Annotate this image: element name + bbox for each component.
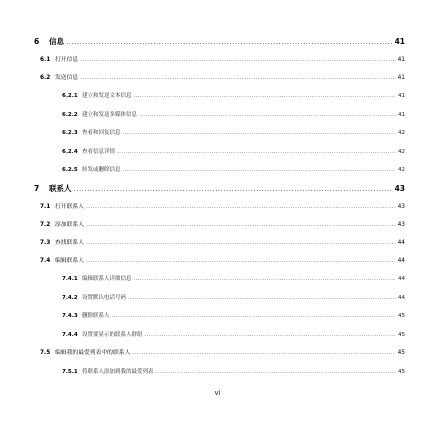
toc-entry-page: 44 — [397, 258, 405, 264]
toc-entry-title: 发送信息 — [55, 75, 79, 81]
toc-entry-title: 将联系人添加到我的最爱列表 — [82, 369, 154, 375]
toc-entry-number: 7.3 — [40, 240, 51, 246]
toc-entry[interactable] — [0, 127, 435, 139]
toc-leader-dots — [145, 329, 396, 341]
toc-entry-title: 转发或删除信息 — [82, 167, 121, 173]
toc-entry-number: 6.2.3 — [62, 130, 78, 136]
toc-entry-number: 7.4 — [40, 258, 51, 264]
toc-entry[interactable] — [0, 72, 435, 84]
toc-entry-title: 联系人 — [49, 184, 72, 193]
toc-entry[interactable] — [0, 183, 435, 195]
toc-leader-dots — [123, 127, 396, 139]
toc-entry[interactable] — [0, 219, 435, 231]
toc-leader-dots — [66, 36, 393, 48]
toc-entry-number: 6.2.5 — [62, 167, 78, 173]
toc-entry-page: 42 — [398, 130, 405, 136]
toc-entry[interactable] — [0, 146, 435, 158]
toc-entry-title: 添加联系人 — [55, 222, 84, 228]
toc-entry[interactable] — [0, 237, 435, 249]
toc-entry-title: 编辑联系人 — [55, 258, 84, 264]
toc-entry-title: 打开联系人 — [55, 204, 84, 210]
toc-leader-dots — [128, 292, 396, 304]
toc-entry-number: 6.2.1 — [62, 93, 78, 99]
toc-entry[interactable] — [0, 164, 435, 176]
toc-entry-title: 设置要显示的联系人群组 — [82, 332, 143, 338]
toc-leader-dots — [86, 237, 396, 249]
toc-leader-dots — [80, 72, 395, 84]
toc-entry-number: 7.2 — [40, 222, 51, 228]
toc-leader-dots — [86, 201, 396, 213]
toc-entry-page: 41 — [397, 57, 405, 63]
toc-entry-title: 查找联系人 — [55, 240, 84, 246]
toc-entry-page: 42 — [398, 167, 405, 173]
toc-entry-page: 43 — [397, 204, 405, 210]
toc-entry-title: 建立和发送多媒体信息 — [82, 112, 138, 118]
toc-entry-page: 41 — [398, 93, 405, 99]
toc-entry-title: 打开信息 — [55, 57, 79, 63]
toc-leader-dots — [112, 310, 396, 322]
toc-entry[interactable] — [0, 90, 435, 102]
toc-entry-page: 44 — [398, 295, 405, 301]
toc-entry-page: 44 — [397, 240, 405, 246]
toc-entry-page: 45 — [398, 313, 405, 319]
toc-leader-dots — [139, 109, 396, 121]
toc-entry-title: 建立和发送文本信息 — [82, 93, 132, 99]
toc-entry-title: 查看信息详情 — [82, 149, 116, 155]
toc-entry[interactable] — [0, 36, 435, 48]
toc-entry-page: 41 — [397, 75, 405, 81]
toc-entry-number: 7 — [34, 184, 40, 193]
toc-entry-title: 查看和回复信息 — [82, 130, 121, 136]
toc-entry-number: 7.4.2 — [62, 295, 78, 301]
toc-entry-page: 45 — [398, 369, 405, 375]
toc-entry[interactable] — [0, 54, 435, 66]
toc-leader-dots — [132, 347, 395, 359]
toc-entry[interactable] — [0, 255, 435, 267]
toc-leader-dots — [74, 183, 393, 195]
toc-entry-page: 43 — [397, 222, 405, 228]
toc-entry-page: 43 — [394, 184, 405, 193]
toc-leader-dots — [86, 255, 396, 267]
toc-entry-number: 6.2.4 — [62, 149, 78, 155]
toc-entry[interactable] — [0, 273, 435, 285]
toc-entry-title: 编辑联系人详细信息 — [82, 276, 132, 282]
toc-entry[interactable] — [0, 201, 435, 213]
toc-leader-dots — [123, 164, 396, 176]
toc-entry-number: 7.5 — [40, 350, 51, 356]
toc-entry-title: 删除联系人 — [82, 313, 110, 319]
toc-leader-dots — [134, 273, 396, 285]
toc-entry-page: 45 — [398, 332, 405, 338]
toc-entry-page: 42 — [398, 149, 405, 155]
toc-entry-number: 7.5.1 — [62, 369, 78, 375]
toc-leader-dots — [80, 54, 395, 66]
toc-entry[interactable] — [0, 310, 435, 322]
toc-entry-number: 7.4.1 — [62, 276, 78, 282]
toc-entry[interactable] — [0, 347, 435, 359]
toc-entry-title: 编辑我的最爱列表中的联系人 — [55, 350, 131, 356]
toc-entry-number: 6.2 — [40, 75, 51, 81]
toc-entry-number: 7.4.4 — [62, 332, 78, 338]
toc-entry-page: 41 — [394, 37, 405, 46]
page-number: vi — [214, 389, 221, 397]
toc-entry-number: 6.2.2 — [62, 112, 78, 118]
toc-entry[interactable] — [0, 292, 435, 304]
toc-entry-number: 7.4.3 — [62, 313, 78, 319]
toc-leader-dots — [117, 146, 396, 158]
toc-entry-number: 6 — [34, 37, 40, 46]
toc-entry-number: 7.1 — [40, 204, 51, 210]
toc-entry-page: 44 — [398, 276, 405, 282]
toc-leader-dots — [134, 90, 396, 102]
toc-entry-page: 45 — [397, 350, 405, 356]
toc-leader-dots — [156, 366, 396, 378]
toc-entry-number: 6.1 — [40, 57, 51, 63]
toc-entry-page: 41 — [398, 112, 405, 118]
toc-entry[interactable] — [0, 366, 435, 378]
toc-entry[interactable] — [0, 109, 435, 121]
toc-entry[interactable] — [0, 329, 435, 341]
toc-leader-dots — [86, 219, 396, 231]
toc-entry-title: 信息 — [49, 37, 64, 46]
toc-entry-title: 设置默认电话号码 — [82, 295, 127, 301]
